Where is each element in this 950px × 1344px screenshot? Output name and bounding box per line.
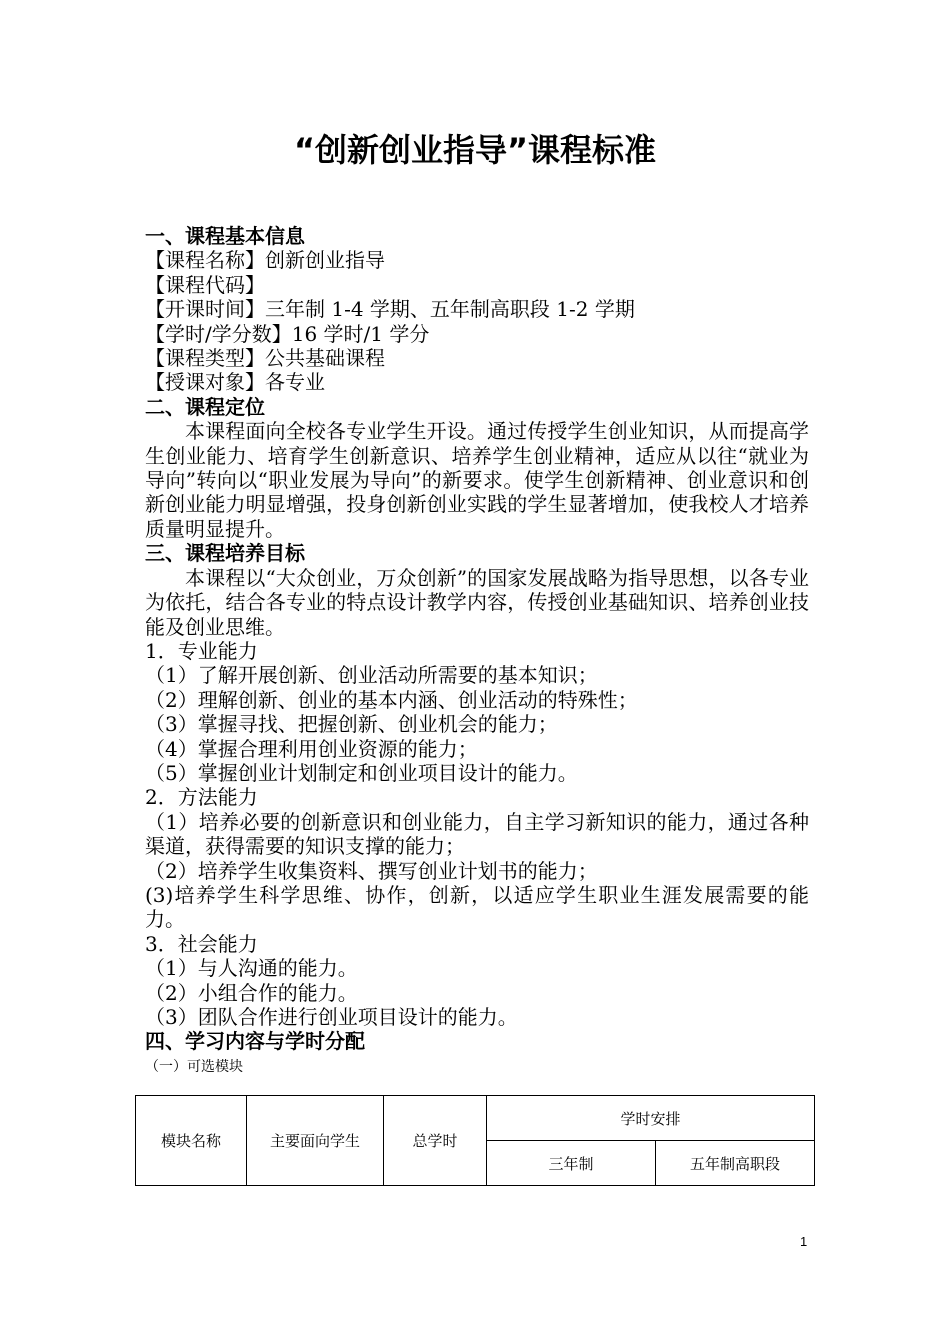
info-credits: 【学时/学分数】16 学时/1 学分 — [145, 321, 430, 346]
table-caption: （一）可选模块 — [145, 1058, 243, 1075]
section-heading-content-hours: 四、学习内容与学时分配 — [145, 1029, 365, 1054]
list-item: （1）了解开展创新、创业活动所需要的基本知识； — [145, 663, 598, 688]
list-item: (3)培养学生科学思维、协作，创新，以适应学生职业生涯发展需要的能力。 — [145, 882, 809, 932]
subheading-professional-ability: 1．专业能力 — [145, 638, 258, 663]
page-number: 1 — [800, 1234, 808, 1249]
list-item: （1）培养必要的创新意识和创业能力，自主学习新知识的能力，通过各种渠道，获得需要的知识支撑的能力； — [145, 809, 809, 859]
objectives-paragraph: 本课程以“大众创业，万众创新”的国家发展战略为指导思想，以各专业为依托，结合各专业的特点设计教学内容，传授创业基础知识、培养创业技能及创业思维。 — [145, 565, 809, 639]
header-three-year: 三年制 — [487, 1141, 656, 1186]
section-heading-objectives: 三、课程培养目标 — [145, 541, 305, 566]
info-course-code: 【课程代码】 — [145, 272, 265, 297]
subheading-method-ability: 2．方法能力 — [145, 785, 258, 810]
info-audience: 【授课对象】各专业 — [145, 370, 325, 395]
list-item: （3）掌握寻找、把握创新、创业机会的能力； — [145, 712, 558, 737]
info-course-name: 【课程名称】创新创业指导 — [145, 248, 385, 273]
list-item: （2）理解创新、创业的基本内涵、创业活动的特殊性； — [145, 687, 638, 712]
header-hour-schedule: 学时安排 — [487, 1096, 815, 1141]
header-target-students: 主要面向学生 — [247, 1096, 384, 1186]
document-title: “创新创业指导”课程标准 — [293, 131, 657, 169]
list-item: （2）小组合作的能力。 — [145, 980, 358, 1005]
section-heading-positioning: 二、课程定位 — [145, 394, 265, 419]
module-table — [135, 1095, 815, 1186]
list-item: （5）掌握创业计划制定和创业项目设计的能力。 — [145, 760, 578, 785]
list-item: （2）培养学生收集资料、撰写创业计划书的能力； — [145, 858, 598, 883]
info-schedule: 【开课时间】三年制 1-4 学期、五年制高职段 1-2 学期 — [145, 297, 635, 322]
list-item: （1）与人沟通的能力。 — [145, 956, 358, 981]
subheading-social-ability: 3．社会能力 — [145, 931, 258, 956]
document-body — [145, 224, 809, 1078]
header-total-hours: 总学时 — [384, 1096, 487, 1186]
list-item: （4）掌握合理利用创业资源的能力； — [145, 736, 478, 761]
info-course-type: 【课程类型】公共基础课程 — [145, 346, 385, 371]
section-heading-basic-info: 一、课程基本信息 — [145, 224, 305, 248]
header-five-year: 五年制高职段 — [656, 1141, 815, 1186]
positioning-paragraph: 本课程面向全校各专业学生开设。通过传授学生创业知识，从而提高学生创业能力、培育学生创新意识、培养学生创业精神，适应从以往“就业为导向”转向以“职业发展为导向”的新要求。使学生创新精神、创业意识和创新创业能力明显增强，投身创新创业实践的学生显著增加，使我校人才培养质量明显提升。 — [145, 419, 809, 541]
header-module-name: 模块名称 — [136, 1096, 247, 1186]
list-item: （3）团队合作进行创业项目设计的能力。 — [145, 1005, 518, 1029]
